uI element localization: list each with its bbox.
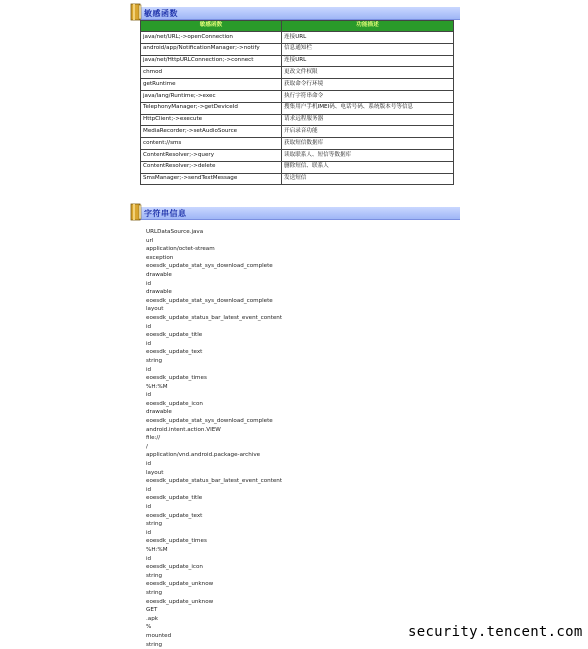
string-item: eoesdk_update_unknow [146, 598, 282, 607]
description-cell: 获取短信数据库 [282, 138, 454, 150]
table-row [141, 79, 454, 91]
string-item: application/vnd.android.package-archive [146, 451, 282, 460]
description-cell: 信息通知栏 [282, 43, 454, 55]
string-item: id [146, 460, 282, 469]
section-header-strings [130, 206, 460, 220]
function-cell: ContentResolver;->delete [141, 161, 282, 173]
string-item: %H:%M [146, 383, 282, 392]
description-cell: 发送短信 [282, 173, 454, 185]
string-item: id [146, 366, 282, 375]
string-item: .apk [146, 615, 282, 624]
string-item: URLDataSource.java [146, 228, 282, 237]
string-item: application/octet-stream [146, 245, 282, 254]
book-icon [130, 3, 142, 21]
section-header-sensitive-functions [130, 6, 460, 20]
table-row [141, 161, 454, 173]
string-item: url [146, 237, 282, 246]
string-item: eoesdk_update_text [146, 512, 282, 521]
string-item: % [146, 623, 282, 632]
function-cell: getRuntime [141, 79, 282, 91]
string-item: layout [146, 305, 282, 314]
column-header-function: 敏感函数 [141, 21, 282, 32]
description-cell: 读取联系人、短信等数据库 [282, 149, 454, 161]
table-row [141, 114, 454, 126]
table-header-row [141, 21, 454, 32]
function-cell: ContentResolver;->query [141, 149, 282, 161]
description-cell: 删除短信、联系人 [282, 161, 454, 173]
section-title: 敏感函数 [144, 8, 178, 19]
string-item: string [146, 572, 282, 581]
string-item: eoesdk_update_stat_sys_download_complete [146, 262, 282, 271]
table-row [141, 90, 454, 102]
table-row [141, 173, 454, 185]
string-item: GET [146, 606, 282, 615]
string-item: layout [146, 469, 282, 478]
function-cell: TelephonyManager;->getDeviceId [141, 102, 282, 114]
string-item: string [146, 357, 282, 366]
string-item: eoesdk_update_title [146, 494, 282, 503]
string-item: id [146, 340, 282, 349]
function-cell: MediaRecorder;->setAudioSource [141, 126, 282, 138]
table-row [141, 149, 454, 161]
string-item: eoesdk_update_times [146, 374, 282, 383]
strings-list [146, 228, 282, 649]
watermark: security.tencent.com [408, 624, 583, 640]
string-item: mounted [146, 632, 282, 641]
table-row [141, 138, 454, 150]
string-item: id [146, 486, 282, 495]
string-item: string [146, 641, 282, 649]
function-cell: HttpClient;->execute [141, 114, 282, 126]
table-row [141, 102, 454, 114]
table-row [141, 55, 454, 67]
table-row [141, 43, 454, 55]
string-item: file:// [146, 434, 282, 443]
sensitive-functions-table [140, 20, 454, 185]
function-cell: content://sms [141, 138, 282, 150]
description-cell: 开启录音功能 [282, 126, 454, 138]
column-header-description: 功能描述 [282, 21, 454, 32]
string-item: id [146, 280, 282, 289]
string-item: id [146, 529, 282, 538]
string-item: android.intent.action.VIEW [146, 426, 282, 435]
function-cell: java/net/HttpURLConnection;->connect [141, 55, 282, 67]
string-item: eoesdk_update_icon [146, 400, 282, 409]
string-item: id [146, 503, 282, 512]
string-item: eoesdk_update_stat_sys_download_complete [146, 297, 282, 306]
string-item: id [146, 555, 282, 564]
string-item: eoesdk_update_status_bar_latest_event_content [146, 477, 282, 486]
string-item: id [146, 391, 282, 400]
function-cell: chmod [141, 67, 282, 79]
string-item: eoesdk_update_status_bar_latest_event_content [146, 314, 282, 323]
description-cell: 连接URL [282, 55, 454, 67]
section-title: 字符串信息 [144, 208, 187, 219]
string-item: / [146, 443, 282, 452]
description-cell: 获取命令行环境 [282, 79, 454, 91]
description-cell: 更改文件权限 [282, 67, 454, 79]
description-cell: 请求远程服务器 [282, 114, 454, 126]
string-item: %H:%M [146, 546, 282, 555]
string-item: eoesdk_update_times [146, 537, 282, 546]
string-item: eoesdk_update_stat_sys_download_complete [146, 417, 282, 426]
string-item: eoesdk_update_text [146, 348, 282, 357]
description-cell: 执行字符串命令 [282, 90, 454, 102]
string-item: exception [146, 254, 282, 263]
book-icon [130, 203, 142, 221]
table-row [141, 32, 454, 44]
string-item: eoesdk_update_title [146, 331, 282, 340]
string-item: drawable [146, 288, 282, 297]
description-cell: 连接URL [282, 32, 454, 44]
string-item: id [146, 323, 282, 332]
function-cell: SmsManager;->sendTextMessage [141, 173, 282, 185]
string-item: string [146, 589, 282, 598]
string-item: string [146, 520, 282, 529]
function-cell: java/net/URL;->openConnection [141, 32, 282, 44]
function-cell: android/app/NotificationManager;->notify [141, 43, 282, 55]
description-cell: 搜集用户手机IMEI码、电话号码、系统版本号等信息 [282, 102, 454, 114]
string-item: eoesdk_update_unknow [146, 580, 282, 589]
string-item: drawable [146, 271, 282, 280]
table-row [141, 126, 454, 138]
table-row [141, 67, 454, 79]
string-item: eoesdk_update_icon [146, 563, 282, 572]
function-cell: java/lang/Runtime;->exec [141, 90, 282, 102]
string-item: drawable [146, 408, 282, 417]
